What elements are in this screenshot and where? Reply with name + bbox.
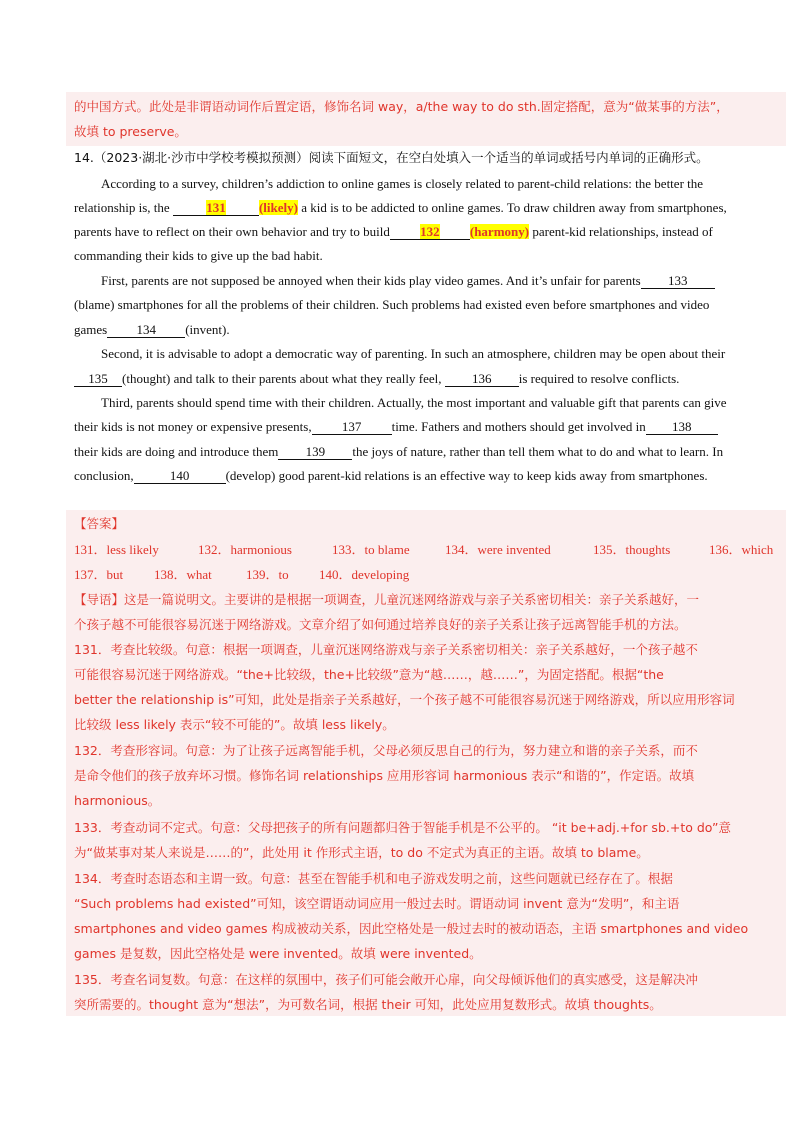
passage-p2-line2: (blame) smartphones for all the problems of their children. Such problems had existed even before smartphones and video <box>74 297 710 312</box>
passage-p4-line4 <box>74 468 708 484</box>
text: (develop) good parent-kid relations is an effective way to keep kids away from smartphones. <box>225 468 708 483</box>
explanation-134-line-1: 134．考查时态语态和主谓一致。句意：甚至在智能手机和电子游戏发明之前，这些问题就已经存在了。根据 <box>74 871 673 886</box>
text: games <box>74 322 108 337</box>
text: a kid is to be addicted to online games. To draw children away from smartphones, <box>297 200 727 215</box>
blank-136[interactable]: 136 <box>445 372 519 387</box>
passage-p4-line1: Third, parents should spend time with their children. Actually, the most important and valuable gift that parents can give <box>101 395 727 410</box>
answer-131: 131．less likely <box>74 542 159 557</box>
explanation-132-line-3: harmonious。 <box>74 793 161 808</box>
blank-134[interactable]: 134 <box>107 323 185 338</box>
blank-132-hint: (harmony) <box>469 224 530 239</box>
explanation-132-line-1: 132．考查形容词。句意：为了让孩子远离智能手机，父母必须反思自己的行为，努力建立和谐的亲子关系，而不 <box>74 743 698 758</box>
explanation-135-line-2: 突所需要的。thought 意为“想法”，为可数名词，根据 their 可知，此处应用复数形式。故填 thoughts。 <box>74 997 662 1012</box>
explanation-134-line-3: smartphones and video games 构成被动关系，因此空格处是一般过去时的被动语态，主语 smartphones and video <box>74 921 749 936</box>
guide-line-1: 【导语】这是一篇说明文。主要讲的是根据一项调查，儿童沉迷网络游戏与亲子关系密切相关：亲子关系越好，一 <box>74 592 700 607</box>
blank-135[interactable]: 135 <box>74 372 122 387</box>
text: their kids are doing and introduce them <box>74 444 279 459</box>
blank-132-number: 132 <box>420 224 440 239</box>
guide-line-2: 个孩子越不可能很容易沉迷于网络游戏。文章介绍了如何通过培养良好的亲子关系让孩子远离智能手机的方法。 <box>74 617 687 632</box>
answer-row-2 <box>74 567 409 583</box>
passage-p1-line1: According to a survey, children’s addiction to online games is closely related to parent-child relations: the better the <box>101 176 704 191</box>
prev-explanation-line-2: 故填 to preserve。 <box>74 124 187 139</box>
explanation-133-line-1: 133．考查动词不定式。句意：父母把孩子的所有问题都归咎于智能手机是不公平的。 “it be+adj.+for sb.+to do”意 <box>74 820 731 835</box>
text: time. Fathers and mothers should get involved in <box>391 419 646 434</box>
passage-p1-line2 <box>74 200 727 216</box>
question-header: 14.（2023·湖北·沙市中学校考模拟预测）阅读下面短文，在空白处填入一个适当的单词或括号内单词的正确形式。 <box>74 150 709 165</box>
blank-133[interactable]: 133 <box>641 274 715 289</box>
text: (invent). <box>185 322 230 337</box>
text: parent-kid relationships, instead of <box>529 224 713 239</box>
answer-134: 134．were invented <box>445 542 551 557</box>
text: the joys of nature, rather than tell them what to do and what to learn. In <box>352 444 724 459</box>
explanation-132-line-2: 是命令他们的孩子放弃坏习惯。修饰名词 relationships 应用形容词 harmonious 表示“和谐的”，作定语。故填 <box>74 768 695 783</box>
passage-p4-line3 <box>74 444 723 460</box>
passage-p2-line3 <box>74 322 230 338</box>
explanation-131-line-2: 可能很容易沉迷于网络游戏。“the+比较级，the+比较级”意为“越……，越……”，为固定搭配。根据“the <box>74 667 664 682</box>
answer-138: 138．what <box>154 567 212 582</box>
answer-133: 133．to blame <box>332 542 410 557</box>
passage-p1-line4: commanding their kids to give up the bad habit. <box>74 248 323 263</box>
answer-135: 135．thoughts <box>593 542 671 557</box>
blank-131-number: 131 <box>206 200 226 215</box>
answer-139: 139．to <box>246 567 289 582</box>
text: parents have to reflect on their own behavior and try to build <box>74 224 390 239</box>
passage-p4-line2 <box>74 419 718 435</box>
passage-p1-line3 <box>74 224 713 240</box>
blank-138[interactable]: 138 <box>646 420 718 435</box>
blank-140[interactable]: 140 <box>134 469 226 484</box>
answer-title: 【答案】 <box>74 516 125 531</box>
answer-136: 136．which <box>709 542 774 557</box>
text: their kids is not money or expensive presents, <box>74 419 312 434</box>
blank-131[interactable] <box>173 201 259 216</box>
text: conclusion, <box>74 468 134 483</box>
passage-p3-line2 <box>74 371 679 387</box>
blank-132[interactable] <box>390 225 470 240</box>
explanation-134-line-2: “Such problems had existed”可知，该空谓语动词应用一般过去时。谓语动词 invent 意为“发明”，和主语 <box>74 896 680 911</box>
text: First, parents are not supposed be annoyed when their kids play video games. And it’s unfair for parents <box>101 273 641 288</box>
explanation-131-line-1: 131．考查比较级。句意：根据一项调查，儿童沉迷网络游戏与亲子关系密切相关：亲子关系越好，一个孩子越不 <box>74 642 698 657</box>
answer-box <box>66 510 786 1016</box>
passage-p2-line1 <box>101 273 715 289</box>
answer-137: 137．but <box>74 567 124 582</box>
blank-137[interactable]: 137 <box>312 420 392 435</box>
prev-explanation-line-1: 的中国方式。此处是非谓语动词作后置定语，修饰名词 way，a/the way to do sth.固定搭配，意为“做某事的方法”， <box>74 99 729 114</box>
answer-140: 140．developing <box>319 567 410 582</box>
explanation-133-line-2: 为“做某事对某人来说是……的”，此处用 it 作形式主语，to do 不定式为真正的主语。故填 to blame。 <box>74 845 649 860</box>
passage-p3-line1: Second, it is advisable to adopt a democratic way of parenting. In such an atmosphere, children may be open about their <box>101 346 726 361</box>
text: (thought) and talk to their parents about what they really feel, <box>122 371 445 386</box>
text: is required to resolve conflicts. <box>518 371 680 386</box>
text: relationship is, the <box>74 200 173 215</box>
blank-139[interactable]: 139 <box>278 445 352 460</box>
blank-131-hint: (likely) <box>258 200 298 215</box>
explanation-131-line-3: better the relationship is”可知，此处是指亲子关系越好，一个孩子越不可能很容易沉迷于网络游戏，所以应用形容词 <box>74 692 735 707</box>
explanation-134-line-4: games 是复数，因此空格处是 were invented。故填 were invented。 <box>74 946 482 961</box>
explanation-131-line-4: 比较级 less likely 表示“较不可能的”。故填 less likely。 <box>74 717 395 732</box>
answer-row-1 <box>74 542 773 558</box>
explanation-135-line-1: 135．考查名词复数。句意：在这样的氛围中，孩子们可能会敞开心扉，向父母倾诉他们的真实感受，这是解决冲 <box>74 972 698 987</box>
answer-132: 132．harmonious <box>198 542 292 557</box>
